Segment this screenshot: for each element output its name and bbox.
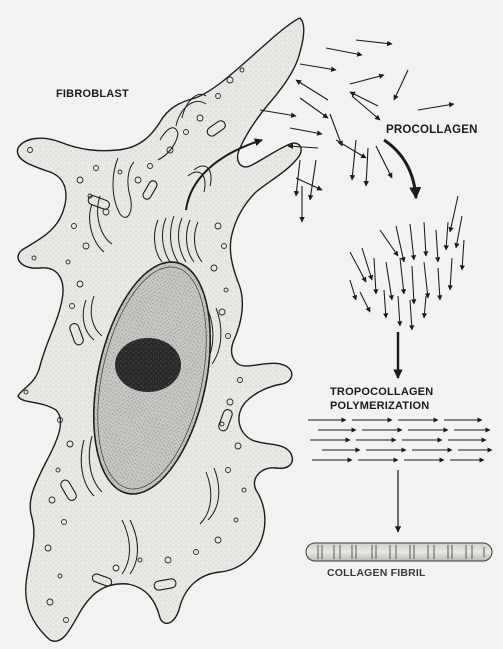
label-tropocollagen-polymerization — [330, 385, 433, 413]
tropocollagen-molecules — [350, 196, 464, 330]
procollagen-arrow — [384, 140, 416, 198]
label-tropocollagen: TROPOCOLLAGEN — [330, 386, 434, 398]
label-collagen-fibril: COLLAGEN FIBRIL — [327, 567, 426, 579]
label-procollagen: PROCOLLAGEN — [386, 124, 478, 136]
label-polymerization: POLYMERIZATION — [330, 400, 430, 412]
polymer-rows — [308, 420, 492, 460]
label-fibroblast: FIBROBLAST — [56, 88, 129, 100]
collagen-fibril — [306, 543, 492, 561]
